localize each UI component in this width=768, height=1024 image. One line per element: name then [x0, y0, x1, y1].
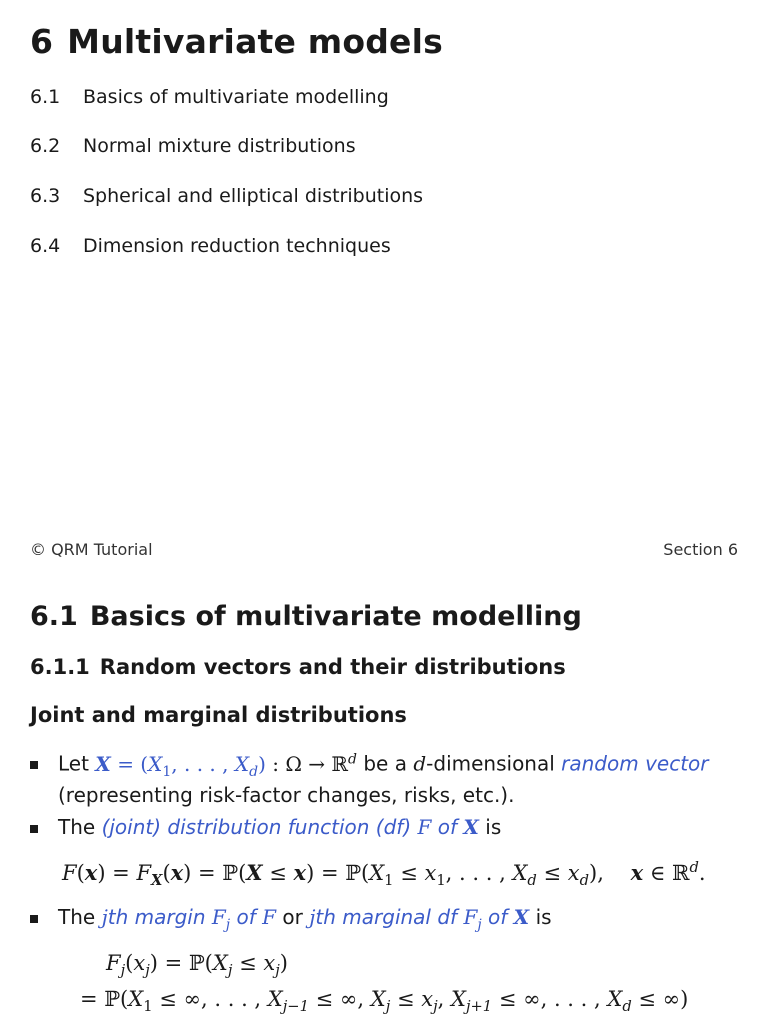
section-title — [30, 22, 443, 61]
equation-margin-2: = $ℙ(X_1$ ≤ ∞, . . . , $X_{j-1}$ ≤ ∞, $X_j \le x_j$, $X_{j+1}$ ≤ ∞, . . . , $X_d$ ≤ ∞) — [80, 987, 689, 1016]
bullet-marker — [30, 825, 38, 833]
bullet-3-line: The jth margin $F_j$ of F or jth marginal df $F_j$ of X is — [58, 905, 552, 933]
term-joint-df: (joint) distribution function (df) — [101, 815, 412, 839]
toc-item-6-2: 6.2 Normal mixture distributions — [30, 135, 356, 157]
toc-item-6-1: 6.1 Basics of multivariate modelling — [30, 86, 389, 108]
footer-section: Section 6 — [663, 540, 738, 559]
section-number: 6 — [30, 22, 54, 61]
bullet-1-line-1: Let $X = (X_1$, . . . , $X_d$) : Ω → ℝ$^d$ be a d-dimensional random vector — [58, 751, 709, 780]
term-random-vector: random vector — [561, 751, 709, 776]
bullet-marker — [30, 915, 38, 923]
footer-copyright: © QRM Tutorial — [30, 540, 153, 559]
subsubsection-title: 6.1.1 Random vectors and their distributions — [30, 655, 566, 679]
subsection-title: 6.1 Basics of multivariate modelling — [30, 601, 582, 632]
equation-joint-df: $F(x) = F_X(x)$ = ℙ(X ≤ $x) = ℙ(X_1 \le x_1$, . . . , $X_d \le x_d$), x ∈ ℝ$^d$. — [62, 859, 706, 890]
paragraph-title: Joint and marginal distributions — [30, 703, 407, 727]
toc-item-6-3: 6.3 Spherical and elliptical distributions — [30, 185, 424, 207]
slide-basics — [0, 575, 768, 1024]
equation-margin-1: $F_j(x_j)$ = $ℙ(X_j \le x_j)$ — [106, 951, 288, 980]
bullet-marker — [30, 761, 38, 769]
section-title-text: Multivariate models — [67, 22, 443, 61]
bullet-2-line: The (joint) distribution function (df) F of X is — [58, 815, 502, 839]
bullet-1-line-2: (representing risk-factor changes, risks, etc.). — [58, 783, 515, 807]
toc-item-6-4: 6.4 Dimension reduction techniques — [30, 235, 391, 257]
